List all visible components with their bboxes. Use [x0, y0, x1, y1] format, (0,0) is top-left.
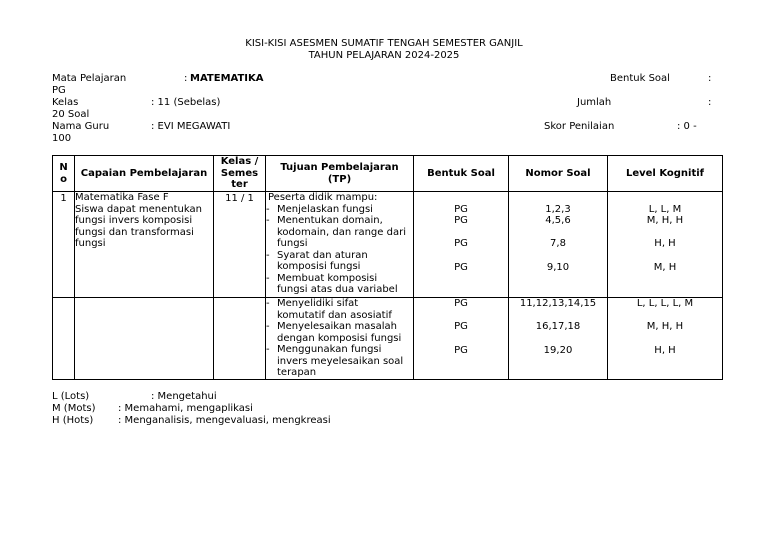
- cell-no: [53, 192, 75, 298]
- legend-hots-value: : Menganalisis, mengevaluasi, mengkreasi: [118, 415, 331, 426]
- bentuk-value: PG: [454, 262, 468, 273]
- tp-item-line: Menggunakan fungsi: [277, 344, 382, 355]
- table-header-row: [53, 156, 723, 192]
- cell-cp: [75, 192, 214, 298]
- bullet-dash: -: [266, 215, 270, 226]
- cp-line: Siswa dapat menentukan: [75, 203, 202, 215]
- bullet-dash: -: [266, 321, 270, 332]
- cell-nomor: [509, 298, 608, 380]
- tp-item-line: kodomain, dan range dari: [277, 226, 406, 238]
- tp-item: [266, 204, 413, 216]
- tp-item-line: Menyelesaikan masalah: [277, 321, 397, 332]
- col-header-tp-line-2: (TP): [327, 173, 352, 185]
- bullet-dash: -: [266, 249, 270, 261]
- tp-item-line: komposisi fungsi: [277, 261, 361, 272]
- level-value: H, H: [654, 345, 676, 356]
- legend-lots-value: : Mengetahui: [151, 391, 217, 402]
- cp-line: fungsi dan transformasi: [75, 226, 194, 238]
- bullet-dash: -: [266, 203, 270, 215]
- subject-value: MATEMATIKA: [190, 73, 264, 84]
- subject-colon: :: [184, 73, 188, 84]
- cp-line: fungsi invers komposisi: [75, 215, 193, 226]
- bentuk-value: PG: [454, 204, 468, 215]
- bullet-dash: -: [266, 272, 270, 284]
- level-value: L, L, M: [648, 204, 682, 215]
- nomor-value: 19,20: [543, 345, 573, 356]
- nomor-value: 7,8: [550, 238, 566, 249]
- level-value: M, H, H: [646, 215, 684, 226]
- legend-lots-label: L (Lots): [52, 391, 90, 402]
- doc-title-line-2: TAHUN PELAJARAN 2024-2025: [308, 50, 460, 61]
- col-header-kelas: [214, 156, 266, 192]
- col-header-tp-line-1: Tujuan Pembelajaran: [280, 162, 399, 173]
- col-header-kelas-line-3: ter: [231, 179, 248, 191]
- tp-item-line: komutatif dan asosiatif: [277, 309, 392, 321]
- bentuk-value: PG: [454, 238, 468, 249]
- tp-item: [266, 250, 413, 273]
- level-value: L, L, L, L, M: [636, 298, 694, 309]
- cell-nomor: [509, 192, 608, 298]
- tp-item-line: Membuat komposisi: [277, 272, 378, 284]
- tp-item: [266, 298, 413, 321]
- tp-item: [266, 215, 413, 250]
- teacher-label: Nama Guru: [52, 121, 110, 132]
- class-value: : 11 (Sebelas): [151, 97, 221, 108]
- cell-kelas: [214, 298, 266, 380]
- level-value: M, H: [653, 262, 677, 273]
- tp-item-line: Menentukan domain,: [277, 215, 383, 226]
- col-header-nomor: Nomor Soal: [509, 156, 608, 192]
- bentuk-value: PG: [454, 321, 468, 332]
- cp-line: fungsi: [75, 238, 106, 249]
- nomor-value: 1,2,3: [545, 204, 571, 215]
- cell-bentuk: [414, 298, 509, 380]
- tp-item-line: Syarat dan aturan: [277, 249, 368, 261]
- col-header-kelas-line-1: Kelas /: [220, 156, 259, 168]
- col-header-no: [53, 156, 75, 192]
- legend-mots-value: : Memahami, mengaplikasi: [118, 403, 253, 414]
- cell-level: [608, 298, 723, 380]
- col-header-no-line-2: o: [60, 173, 67, 185]
- bentuk-value: PG: [454, 298, 468, 309]
- score-label: Skor Penilaian: [544, 121, 615, 132]
- tp-item-line: Menyelidiki sifat: [277, 298, 359, 309]
- subject-label: Mata Pelajaran: [52, 73, 127, 84]
- cp-line: Matematika Fase F: [75, 192, 169, 203]
- col-header-tp: [266, 156, 414, 192]
- col-header-kelas-line-2: Semes: [220, 167, 259, 179]
- tp-item-line: dengan komposisi fungsi: [277, 332, 402, 344]
- bentuk-value: PG: [454, 345, 468, 356]
- cell-cp: [75, 298, 214, 380]
- bullet-dash: -: [266, 298, 270, 309]
- col-header-no-line-1: N: [59, 162, 68, 173]
- question-form-colon: :: [708, 73, 712, 84]
- doc-title-line-1: KISI-KISI ASESMEN SUMATIF TENGAH SEMESTER GANJIL: [245, 38, 523, 49]
- kelas-value: 11 / 1: [225, 193, 254, 204]
- nomor-value: 4,5,6: [545, 215, 571, 226]
- bullet-dash: -: [266, 344, 270, 355]
- class-label: Kelas: [52, 97, 79, 108]
- nomor-value: 11,12,13,14,15: [519, 298, 597, 309]
- col-header-level: Level Kognitif: [608, 156, 723, 192]
- level-value: H, H: [654, 238, 676, 249]
- question-form-value: PG: [52, 85, 66, 96]
- teacher-value: : EVI MEGAWATI: [151, 121, 231, 132]
- tp-item: [266, 273, 413, 296]
- grid-table: [52, 155, 723, 380]
- tp-item-line: fungsi: [277, 238, 308, 249]
- bentuk-value: PG: [454, 215, 468, 226]
- cell-level: [608, 192, 723, 298]
- count-value: 20 Soal: [52, 109, 90, 120]
- cell-no: [53, 298, 75, 380]
- cell-tp: [266, 298, 414, 380]
- tp-item-line: invers meyelesaikan soal: [277, 355, 404, 367]
- score-value: : 0 -: [677, 121, 697, 132]
- tp-item-line: terapan: [277, 367, 317, 378]
- legend-mots-label: M (Mots): [52, 403, 96, 414]
- cell-bentuk: [414, 192, 509, 298]
- row-number: 1: [60, 193, 67, 204]
- tp-item-line: Menjelaskan fungsi: [277, 203, 373, 215]
- tp-item-line: fungsi atas dua variabel: [277, 284, 398, 295]
- table-row: [53, 192, 723, 298]
- nomor-value: 16,17,18: [535, 321, 581, 332]
- question-form-label: Bentuk Soal: [610, 73, 670, 84]
- count-colon: :: [708, 97, 712, 108]
- table-row: [53, 298, 723, 380]
- count-label: Jumlah: [577, 97, 612, 108]
- cell-kelas: [214, 192, 266, 298]
- score-value-cont: 100: [52, 133, 72, 144]
- tp-item: [266, 344, 413, 379]
- legend-hots-label: H (Hots): [52, 415, 94, 426]
- cell-tp: [266, 192, 414, 298]
- level-value: M, H, H: [646, 321, 684, 332]
- col-header-bentuk: Bentuk Soal: [414, 156, 509, 192]
- nomor-value: 9,10: [546, 262, 570, 273]
- tp-intro: Peserta didik mampu:: [268, 192, 378, 203]
- tp-item: [266, 321, 413, 344]
- col-header-cp: Capaian Pembelajaran: [75, 156, 214, 192]
